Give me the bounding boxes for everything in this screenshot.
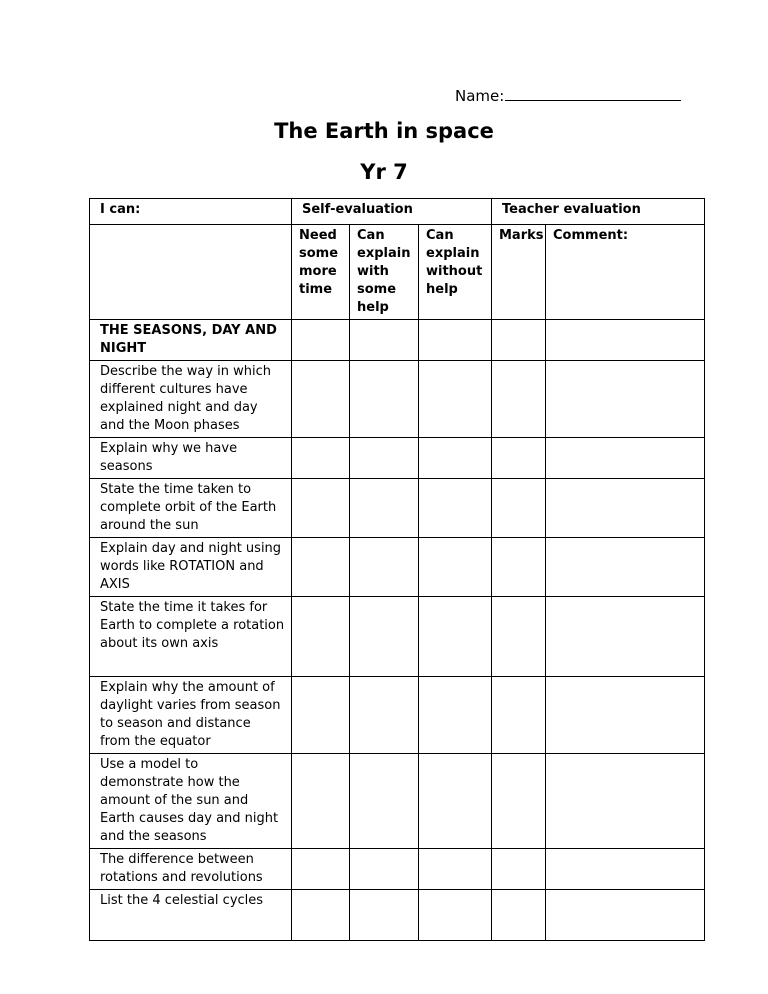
header-row bbox=[90, 199, 705, 225]
cell-comment[interactable] bbox=[546, 361, 705, 438]
cell-comment[interactable] bbox=[546, 479, 705, 538]
name-blank-line[interactable] bbox=[505, 86, 681, 101]
name-field bbox=[455, 86, 681, 105]
skill-label: List the 4 celestial cycles bbox=[90, 890, 292, 941]
cell-marks[interactable] bbox=[492, 538, 546, 597]
cell-need[interactable] bbox=[292, 438, 350, 479]
cell-marks[interactable] bbox=[492, 890, 546, 941]
cell-without[interactable] bbox=[419, 538, 492, 597]
cell-help[interactable] bbox=[350, 677, 419, 754]
cell-need[interactable] bbox=[292, 754, 350, 849]
cell-comment[interactable] bbox=[546, 754, 705, 849]
table-row bbox=[90, 361, 705, 438]
page-title: The Earth in space bbox=[274, 119, 494, 143]
skill-label: Use a model to demonstrate how the amount of the sun and Earth causes day and night and the seasons bbox=[90, 754, 292, 849]
cell-marks[interactable] bbox=[492, 754, 546, 849]
cell-need[interactable] bbox=[292, 890, 350, 941]
cell-need[interactable] bbox=[292, 597, 350, 677]
skill-label: State the time it takes for Earth to complete a rotation about its own axis bbox=[90, 597, 292, 677]
cell-marks[interactable] bbox=[492, 849, 546, 890]
skill-label: The difference between rotations and revolutions bbox=[90, 849, 292, 890]
cell-help[interactable] bbox=[350, 361, 419, 438]
cell-without[interactable] bbox=[419, 320, 492, 361]
cell-without[interactable] bbox=[419, 438, 492, 479]
table-row bbox=[90, 597, 705, 677]
cell-without[interactable] bbox=[419, 849, 492, 890]
subheader-empty bbox=[90, 225, 292, 320]
skill-label: Explain why we have seasons bbox=[90, 438, 292, 479]
cell-marks[interactable] bbox=[492, 479, 546, 538]
cell-help[interactable] bbox=[350, 849, 419, 890]
subheader-comment: Comment: bbox=[546, 225, 705, 320]
cell-comment[interactable] bbox=[546, 849, 705, 890]
cell-marks[interactable] bbox=[492, 677, 546, 754]
cell-need[interactable] bbox=[292, 849, 350, 890]
skill-label: Describe the way in which different cultures have explained night and day and the Moon phases bbox=[90, 361, 292, 438]
cell-help[interactable] bbox=[350, 479, 419, 538]
page-subtitle: Yr 7 bbox=[360, 160, 408, 184]
header-self-evaluation: Self-evaluation bbox=[292, 199, 492, 225]
cell-need[interactable] bbox=[292, 361, 350, 438]
header-i-can: I can: bbox=[90, 199, 292, 225]
cell-need[interactable] bbox=[292, 538, 350, 597]
cell-without[interactable] bbox=[419, 754, 492, 849]
table-row bbox=[90, 754, 705, 849]
subheader-row bbox=[90, 225, 705, 320]
cell-without[interactable] bbox=[419, 597, 492, 677]
cell-comment[interactable] bbox=[546, 320, 705, 361]
cell-help[interactable] bbox=[350, 754, 419, 849]
cell-without[interactable] bbox=[419, 677, 492, 754]
cell-comment[interactable] bbox=[546, 597, 705, 677]
cell-help[interactable] bbox=[350, 320, 419, 361]
cell-marks[interactable] bbox=[492, 597, 546, 677]
subheader-with-help: Can explain with some help bbox=[350, 225, 419, 320]
table-row bbox=[90, 438, 705, 479]
cell-marks[interactable] bbox=[492, 320, 546, 361]
cell-need[interactable] bbox=[292, 677, 350, 754]
table-row bbox=[90, 677, 705, 754]
skill-label: Explain day and night using words like ROTATION and AXIS bbox=[90, 538, 292, 597]
cell-without[interactable] bbox=[419, 479, 492, 538]
section-seasons-day-night: THE SEASONS, DAY AND NIGHT bbox=[90, 320, 292, 361]
cell-help[interactable] bbox=[350, 597, 419, 677]
section-row bbox=[90, 320, 705, 361]
cell-marks[interactable] bbox=[492, 438, 546, 479]
cell-without[interactable] bbox=[419, 361, 492, 438]
cell-help[interactable] bbox=[350, 538, 419, 597]
name-label: Name: bbox=[455, 87, 505, 105]
cell-help[interactable] bbox=[350, 890, 419, 941]
cell-need[interactable] bbox=[292, 479, 350, 538]
cell-comment[interactable] bbox=[546, 438, 705, 479]
cell-without[interactable] bbox=[419, 890, 492, 941]
subheader-without-help: Can explain without help bbox=[419, 225, 492, 320]
evaluation-table bbox=[89, 198, 705, 941]
table-row bbox=[90, 479, 705, 538]
cell-help[interactable] bbox=[350, 438, 419, 479]
skill-label: State the time taken to complete orbit of the Earth around the sun bbox=[90, 479, 292, 538]
subheader-need-more-time: Need some more time bbox=[292, 225, 350, 320]
cell-marks[interactable] bbox=[492, 361, 546, 438]
header-teacher-evaluation: Teacher evaluation bbox=[492, 199, 705, 225]
table-row bbox=[90, 538, 705, 597]
table-row bbox=[90, 890, 705, 941]
cell-comment[interactable] bbox=[546, 890, 705, 941]
cell-comment[interactable] bbox=[546, 538, 705, 597]
skill-label: Explain why the amount of daylight varies from season to season and distance from the equator bbox=[90, 677, 292, 754]
cell-comment[interactable] bbox=[546, 677, 705, 754]
table-row bbox=[90, 849, 705, 890]
subheader-marks: Marks bbox=[492, 225, 546, 320]
cell-need[interactable] bbox=[292, 320, 350, 361]
